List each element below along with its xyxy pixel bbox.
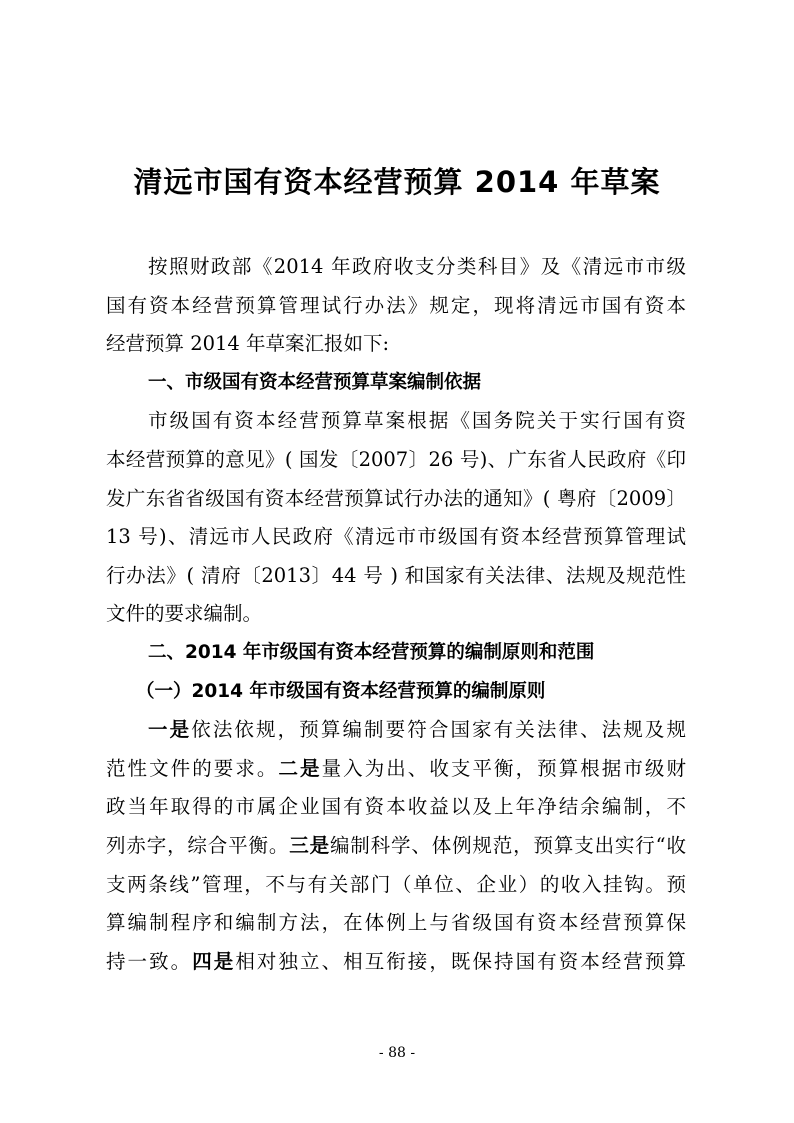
section-1-line: 行办法》( 清府〔2013〕44 号 ) 和国家有关法律、法规及规范性 [106, 563, 686, 587]
principle-text: 依法依规，预算编制要符合国家有关法律、法规及规 [191, 718, 686, 742]
section-1-line: 发广东省省级国有资本经营预算试行办法的通知》( 粤府〔2009〕 [106, 486, 686, 510]
principle-text: 量入为出、收支平衡，预算根据市级财 [321, 756, 686, 780]
principle-marker: 二是 [278, 756, 322, 780]
section-1-heading: 一、市级国有资本经营预算草案编制依据 [148, 371, 482, 393]
principle-line [106, 827, 686, 866]
section-1-line: 13 号)、清远市人民政府《清远市市级国有资本经营预算管理试 [106, 525, 686, 549]
document-body [106, 248, 686, 981]
intro-line: 国有资本经营预算管理试行办法》规定，现将清远市国有资本 [106, 293, 686, 317]
principle-text: 编制科学、体例规范，预算支出实行“收 [329, 833, 686, 857]
principle-line: 政当年取得的市属企业国有资本收益以及上年净结余编制，不 [106, 795, 686, 819]
section-1-line: 市级国有资本经营预算草案根据《国务院关于实行国有资 [148, 409, 686, 433]
section-2-subheading: （一）2014 年市级国有资本经营预算的编制原则 [136, 680, 546, 702]
principle-line: 支两条线”管理，不与有关部门（单位、企业）的收入挂钩。预 [106, 872, 686, 896]
principle-text: 范性文件的要求。 [106, 756, 279, 780]
principle-text: 列赤字，综合平衡。 [106, 833, 290, 857]
principle-line: 算编制程序和编制方法，在体例上与省级国有资本经营预算保 [106, 911, 686, 935]
section-1-line: 本经营预算的意见》( 国发〔2007〕26 号)、广东省人民政府《印 [106, 447, 686, 471]
principle-line [106, 711, 686, 750]
page-number: - 88 - [378, 1045, 416, 1061]
principle-text: 持一致。 [106, 949, 193, 973]
principle-marker: 四是 [192, 949, 236, 973]
intro-line: 按照财政部《2014 年政府收支分类科目》及《清远市市级 [148, 255, 686, 278]
principle-line [106, 750, 686, 789]
principle-line [106, 943, 686, 982]
intro-line: 经营预算 2014 年草案汇报如下: [106, 332, 390, 356]
principle-marker: 三是 [289, 833, 330, 857]
principle-text: 相对独立、相互衔接，既保持国有资本经营预算 [235, 949, 686, 973]
section-2-heading: 二、2014 年市级国有资本经营预算的编制原则和范围 [148, 641, 595, 663]
principle-marker: 一是 [148, 718, 192, 742]
page-title: 清远市国有资本经营预算 2014 年草案 [133, 165, 661, 199]
section-1-line: 文件的要求编制。 [106, 602, 263, 626]
